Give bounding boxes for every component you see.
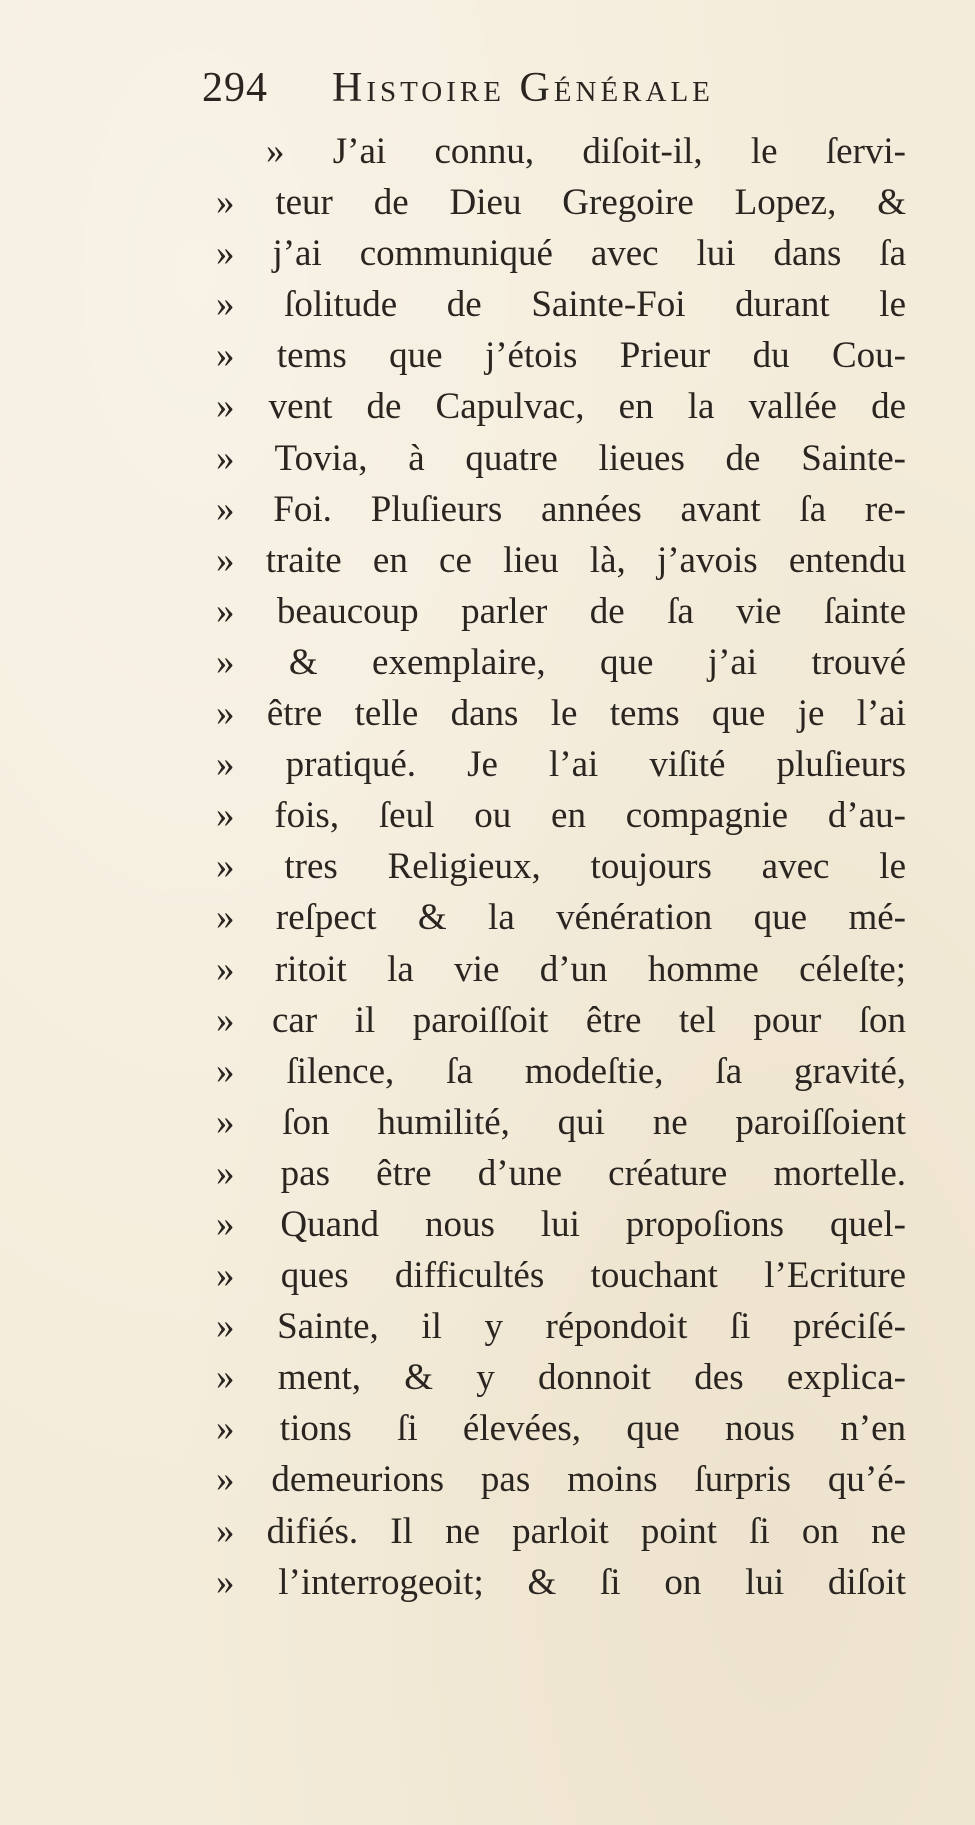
text-line: » tems que j’étois Prieur du Cou-: [216, 335, 906, 377]
page-number: 294: [202, 65, 268, 111]
body-text: [216, 126, 906, 1608]
page-header: [0, 58, 975, 118]
text-line: » Sainte, il y répondoit ſi préciſé-: [216, 1306, 906, 1348]
text-line: » l’interrogeoit; & ſi on lui diſoit: [216, 1561, 906, 1603]
text-line: » vent de Capulvac, en la vallée de: [216, 386, 906, 428]
text-line: » j’ai communiqué avec lui dans ſa: [216, 233, 906, 275]
text-line: » pas être d’une créature mortelle.: [216, 1152, 906, 1194]
text-line: » teur de Dieu Gregoire Lopez, &: [216, 182, 906, 224]
text-line: » ques difficultés touchant l’Ecriture: [216, 1255, 906, 1297]
text-line: » reſpect & la vénération que mé-: [216, 897, 906, 939]
text-line: » traite en ce lieu là, j’avois entendu: [216, 539, 906, 581]
text-line: » être telle dans le tems que je l’ai: [216, 693, 906, 735]
text-line: » Quand nous lui propoſions quel-: [216, 1203, 906, 1245]
text-line: » ritoit la vie d’un homme céleſte;: [216, 948, 906, 990]
text-line: » Tovia, à quatre lieues de Sainte-: [216, 437, 906, 479]
text-line: » J’ai connu, diſoit-il, le ſervi-: [266, 131, 906, 172]
text-line: » ſon humilité, qui ne paroiſſoient: [216, 1101, 906, 1143]
text-line: » demeurions pas moins ſurpris qu’é-: [216, 1459, 906, 1501]
text-line: » beaucoup parler de ſa vie ſainte: [216, 590, 906, 632]
text-line: » & exemplaire, que j’ai trouvé: [216, 641, 906, 683]
text-line: » tions ſi élevées, que nous n’en: [216, 1408, 906, 1450]
text-line: » ment, & y donnoit des explica-: [216, 1357, 906, 1399]
text-line: » ſilence, ſa modeſtie, ſa gravité,: [216, 1050, 906, 1092]
text-line: » ſolitude de Sainte-Foi durant le: [216, 284, 906, 326]
text-line: » pratiqué. Je l’ai viſité pluſieurs: [216, 744, 906, 786]
running-head: Histoire Générale: [332, 65, 714, 111]
text-line: » car il paroiſſoit être tel pour ſon: [216, 999, 906, 1041]
text-line: » Foi. Pluſieurs années avant ſa re-: [216, 488, 906, 530]
text-line: » tres Religieux, toujours avec le: [216, 846, 906, 888]
text-line: » difiés. Il ne parloit point ſi on ne: [216, 1510, 906, 1552]
text-line: » fois, ſeul ou en compagnie d’au-: [216, 795, 906, 837]
